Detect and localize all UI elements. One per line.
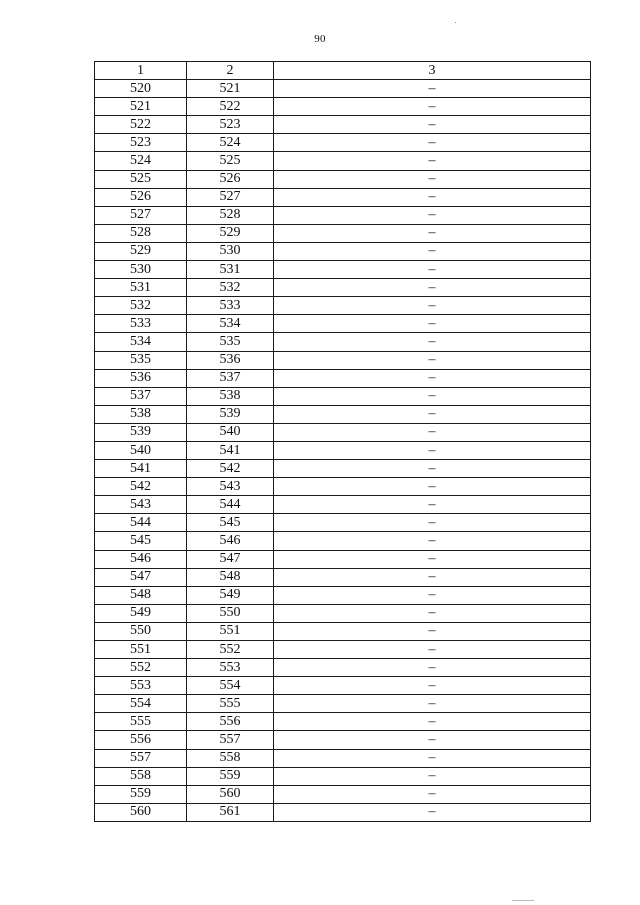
table-cell-col1: 533 <box>95 315 187 333</box>
table-row <box>95 134 591 152</box>
table-cell-col2: 526 <box>187 170 274 188</box>
table-cell-col1: 544 <box>95 514 187 532</box>
table-row <box>95 423 591 441</box>
table-cell-col2: 531 <box>187 261 274 279</box>
table-cell-col1: 554 <box>95 695 187 713</box>
table-row <box>95 514 591 532</box>
table-cell-col2: 535 <box>187 333 274 351</box>
table-cell-col2: 532 <box>187 279 274 297</box>
table-row <box>95 568 591 586</box>
table-cell-col3: – <box>274 532 591 550</box>
table-row <box>95 279 591 297</box>
table-cell-col1: 550 <box>95 622 187 640</box>
table-cell-col3: – <box>274 586 591 604</box>
table-cell-col1: 538 <box>95 405 187 423</box>
table-cell-col1: 530 <box>95 261 187 279</box>
table-cell-col3: – <box>274 695 591 713</box>
table-cell-col1: 529 <box>95 242 187 260</box>
table-cell-col2: 521 <box>187 80 274 98</box>
table-cell-col3: – <box>274 170 591 188</box>
table-cell-col3: – <box>274 604 591 622</box>
table-cell-col2: 533 <box>187 297 274 315</box>
table-cell-col3: – <box>274 242 591 260</box>
table-cell-col1: 543 <box>95 496 187 514</box>
table-cell-col2: 560 <box>187 785 274 803</box>
table-cell-col1: 559 <box>95 785 187 803</box>
table-cell-col1: 521 <box>95 98 187 116</box>
column-header-1: 1 <box>95 62 187 80</box>
table-cell-col3: – <box>274 550 591 568</box>
table-cell-col3: – <box>274 224 591 242</box>
table-row <box>95 659 591 677</box>
table-row <box>95 749 591 767</box>
table-row <box>95 731 591 749</box>
table-cell-col2: 523 <box>187 116 274 134</box>
table-cell-col1: 520 <box>95 80 187 98</box>
table-cell-col1: 524 <box>95 152 187 170</box>
table-cell-col3: – <box>274 134 591 152</box>
table-cell-col1: 527 <box>95 206 187 224</box>
table-row <box>95 441 591 459</box>
table-cell-col1: 558 <box>95 767 187 785</box>
table-cell-col1: 528 <box>95 224 187 242</box>
column-header-2: 2 <box>187 62 274 80</box>
table-cell-col1: 551 <box>95 641 187 659</box>
table-cell-col3: – <box>274 206 591 224</box>
table-cell-col2: 561 <box>187 803 274 821</box>
table-cell-col3: – <box>274 731 591 749</box>
table-cell-col1: 531 <box>95 279 187 297</box>
table-cell-col3: – <box>274 315 591 333</box>
table-cell-col1: 540 <box>95 441 187 459</box>
table-cell-col2: 525 <box>187 152 274 170</box>
table-cell-col2: 551 <box>187 622 274 640</box>
table-cell-col2: 524 <box>187 134 274 152</box>
table-cell-col2: 537 <box>187 369 274 387</box>
table-cell-col3: – <box>274 641 591 659</box>
table-row <box>95 387 591 405</box>
table-cell-col3: – <box>274 98 591 116</box>
table-cell-col1: 525 <box>95 170 187 188</box>
scan-speck <box>512 900 534 901</box>
table-cell-col1: 552 <box>95 659 187 677</box>
table-cell-col2: 557 <box>187 731 274 749</box>
table-cell-col1: 557 <box>95 749 187 767</box>
table-cell-col1: 548 <box>95 586 187 604</box>
table-cell-col2: 530 <box>187 242 274 260</box>
table-cell-col3: – <box>274 803 591 821</box>
table-cell-col3: – <box>274 351 591 369</box>
table-cell-col2: 540 <box>187 423 274 441</box>
table-row <box>95 641 591 659</box>
table-row <box>95 622 591 640</box>
table-cell-col1: 556 <box>95 731 187 749</box>
table-cell-col3: – <box>274 767 591 785</box>
table-row <box>95 152 591 170</box>
table-cell-col2: 554 <box>187 677 274 695</box>
table-cell-col3: – <box>274 405 591 423</box>
table-cell-col1: 536 <box>95 369 187 387</box>
table-row <box>95 803 591 821</box>
table-cell-col3: – <box>274 333 591 351</box>
table-row <box>95 550 591 568</box>
data-table <box>94 61 591 822</box>
table-cell-col2: 545 <box>187 514 274 532</box>
table-cell-col2: 522 <box>187 98 274 116</box>
table-row <box>95 604 591 622</box>
table-row <box>95 532 591 550</box>
table-cell-col3: – <box>274 369 591 387</box>
table-cell-col3: – <box>274 514 591 532</box>
table-cell-col1: 545 <box>95 532 187 550</box>
table-cell-col3: – <box>274 116 591 134</box>
table-row <box>95 460 591 478</box>
table-cell-col1: 549 <box>95 604 187 622</box>
table-cell-col3: – <box>274 297 591 315</box>
table-cell-col3: – <box>274 261 591 279</box>
table-row <box>95 98 591 116</box>
table-row <box>95 188 591 206</box>
table-header-row <box>95 62 591 80</box>
table-cell-col2: 527 <box>187 188 274 206</box>
table-cell-col2: 552 <box>187 641 274 659</box>
page-number: 90 <box>314 33 326 45</box>
table-cell-col2: 538 <box>187 387 274 405</box>
table-cell-col1: 534 <box>95 333 187 351</box>
table-cell-col2: 556 <box>187 713 274 731</box>
table-cell-col2: 546 <box>187 532 274 550</box>
table-cell-col1: 532 <box>95 297 187 315</box>
table-cell-col3: – <box>274 387 591 405</box>
table-row <box>95 695 591 713</box>
table-cell-col1: 539 <box>95 423 187 441</box>
table-cell-col1: 547 <box>95 568 187 586</box>
table-row <box>95 297 591 315</box>
table-cell-col1: 542 <box>95 478 187 496</box>
table-cell-col1: 541 <box>95 460 187 478</box>
table-row <box>95 224 591 242</box>
table-cell-col2: 539 <box>187 405 274 423</box>
table-cell-col3: – <box>274 152 591 170</box>
table-cell-col1: 537 <box>95 387 187 405</box>
table-row <box>95 405 591 423</box>
table-cell-col1: 526 <box>95 188 187 206</box>
table-cell-col3: – <box>274 496 591 514</box>
table-cell-col2: 549 <box>187 586 274 604</box>
table-row <box>95 351 591 369</box>
table-cell-col2: 559 <box>187 767 274 785</box>
table-cell-col2: 558 <box>187 749 274 767</box>
table-cell-col3: – <box>274 441 591 459</box>
table-cell-col1: 522 <box>95 116 187 134</box>
table-row <box>95 170 591 188</box>
table-cell-col3: – <box>274 622 591 640</box>
table-cell-col2: 550 <box>187 604 274 622</box>
table-cell-col1: 555 <box>95 713 187 731</box>
table-row <box>95 315 591 333</box>
table-cell-col2: 544 <box>187 496 274 514</box>
table-row <box>95 713 591 731</box>
table-row <box>95 116 591 134</box>
table-cell-col1: 523 <box>95 134 187 152</box>
table-row <box>95 242 591 260</box>
table-cell-col2: 553 <box>187 659 274 677</box>
table-cell-col3: – <box>274 279 591 297</box>
table-cell-col3: – <box>274 568 591 586</box>
table-row <box>95 80 591 98</box>
table-cell-col3: – <box>274 478 591 496</box>
table-cell-col3: – <box>274 785 591 803</box>
table-cell-col1: 546 <box>95 550 187 568</box>
table-row <box>95 206 591 224</box>
table-cell-col2: 548 <box>187 568 274 586</box>
table-cell-col3: – <box>274 659 591 677</box>
table-cell-col2: 534 <box>187 315 274 333</box>
table-cell-col2: 542 <box>187 460 274 478</box>
table-cell-col2: 547 <box>187 550 274 568</box>
table-cell-col3: – <box>274 423 591 441</box>
table-cell-col3: – <box>274 460 591 478</box>
table-row <box>95 333 591 351</box>
table-cell-col2: 555 <box>187 695 274 713</box>
table-cell-col2: 536 <box>187 351 274 369</box>
table-row <box>95 586 591 604</box>
table-row <box>95 369 591 387</box>
table-cell-col1: 553 <box>95 677 187 695</box>
table-cell-col3: – <box>274 749 591 767</box>
table-cell-col3: – <box>274 713 591 731</box>
table-row <box>95 261 591 279</box>
table-row <box>95 785 591 803</box>
table-cell-col1: 560 <box>95 803 187 821</box>
table-row <box>95 677 591 695</box>
table-cell-col2: 541 <box>187 441 274 459</box>
table-body <box>95 80 591 822</box>
scan-speck <box>455 22 456 23</box>
table-row <box>95 478 591 496</box>
table-row <box>95 496 591 514</box>
table-cell-col2: 529 <box>187 224 274 242</box>
table-cell-col3: – <box>274 80 591 98</box>
column-header-3: 3 <box>274 62 591 80</box>
table-cell-col3: – <box>274 677 591 695</box>
table-cell-col2: 528 <box>187 206 274 224</box>
table-row <box>95 767 591 785</box>
table-cell-col2: 543 <box>187 478 274 496</box>
table-cell-col1: 535 <box>95 351 187 369</box>
table-cell-col3: – <box>274 188 591 206</box>
